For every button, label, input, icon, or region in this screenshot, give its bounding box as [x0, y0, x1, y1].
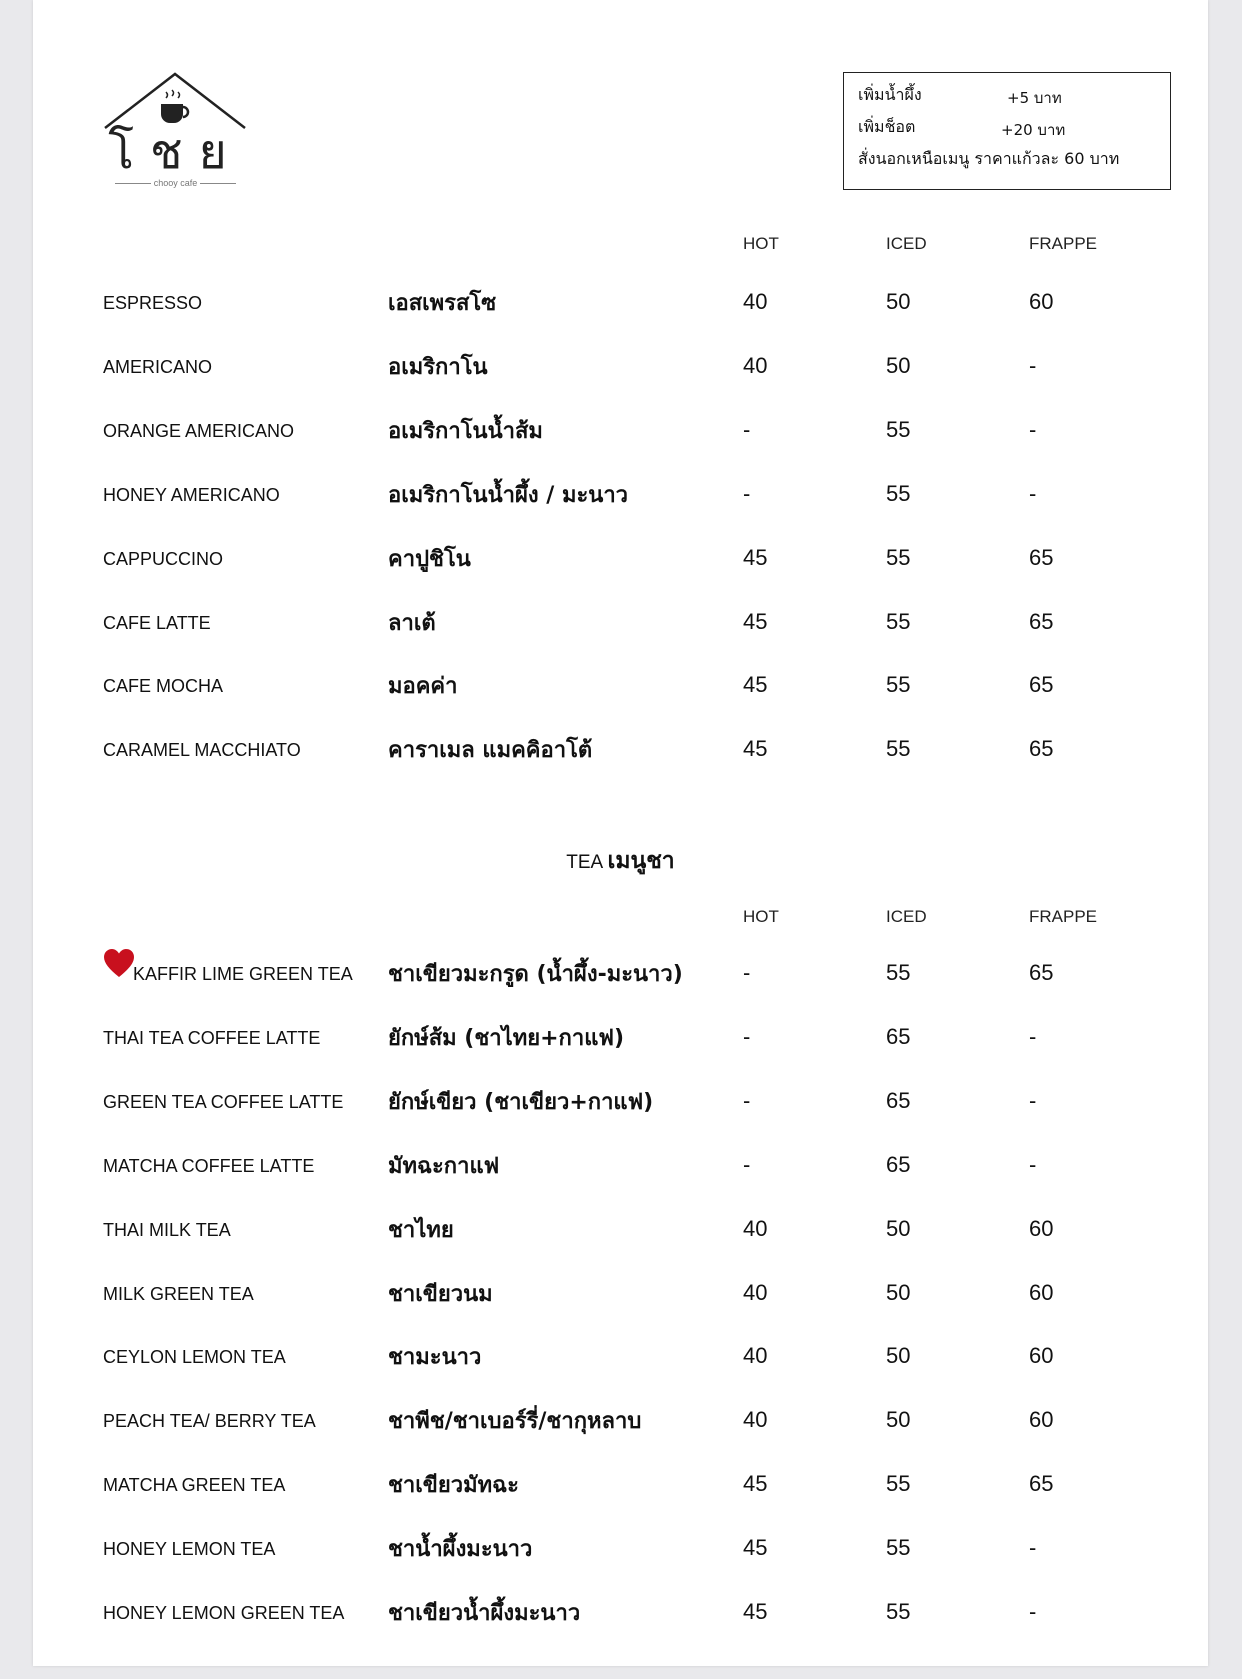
price-hot: 45: [743, 1471, 768, 1497]
price-frappe: 65: [1029, 608, 1054, 634]
price-hot: 40: [743, 1215, 768, 1241]
item-name-th: ชาเขียวน้ำผึ้งมะนาว: [388, 1601, 581, 1626]
price-hot: -: [743, 1023, 751, 1049]
menu-sheet: [33, 0, 1208, 1666]
price-frappe: 65: [1029, 960, 1054, 985]
price-hot: 45: [743, 1535, 768, 1561]
tea-col-hot: HOT: [743, 907, 779, 926]
price-hot: 45: [743, 608, 768, 634]
item-name-th: ลาเต้: [388, 610, 436, 636]
note-shot-label: เพิ่มช็อต: [858, 117, 916, 136]
price-frappe: -: [1029, 480, 1037, 506]
price-frappe: -: [1029, 1087, 1037, 1113]
item-name-th: อเมริกาโน: [388, 354, 488, 380]
price-iced: 50: [886, 1407, 911, 1433]
price-iced: 50: [886, 1215, 911, 1241]
price-frappe: 65: [1029, 736, 1054, 762]
price-frappe: -: [1029, 1023, 1037, 1049]
note-custom-order: สั่งนอกเหนือเมนู ราคาแก้วละ 60 บาท: [858, 149, 1120, 168]
item-name-en: CAFE MOCHA: [103, 676, 224, 697]
price-iced: 55: [886, 672, 911, 698]
item-name-en: THAI MILK TEA: [103, 1219, 231, 1240]
item-name-en: CAFE LATTE: [103, 612, 211, 633]
item-name-en: MATCHA GREEN TEA: [103, 1475, 286, 1496]
price-frappe: 65: [1029, 672, 1054, 698]
price-iced: 55: [886, 1471, 911, 1497]
item-name-en: HONEY LEMON TEA: [103, 1539, 276, 1560]
price-frappe: 60: [1029, 1279, 1054, 1305]
heart-icon: [103, 948, 135, 978]
item-name-th: ชามะนาว: [388, 1345, 482, 1371]
price-frappe: -: [1029, 352, 1037, 378]
price-iced: 50: [886, 289, 911, 314]
price-frappe: -: [1029, 1599, 1037, 1624]
price-iced: 50: [886, 352, 911, 378]
price-frappe: 65: [1029, 544, 1054, 570]
price-frappe: -: [1029, 1535, 1037, 1561]
price-hot: 40: [743, 289, 768, 314]
logo-name: โชย: [108, 124, 243, 180]
price-hot: -: [743, 416, 751, 442]
item-name-en: ESPRESSO: [103, 293, 203, 313]
price-iced: 55: [886, 608, 911, 634]
price-hot: -: [743, 480, 751, 506]
tea-section-title: TEA เมนูชา: [566, 848, 675, 874]
price-iced: 55: [886, 416, 911, 442]
item-name-th: ชาน้ำผึ้งมะนาว: [388, 1537, 533, 1563]
item-name-en: CARAMEL MACCHIATO: [103, 740, 301, 761]
price-iced: 55: [886, 480, 911, 506]
price-hot: 45: [743, 736, 768, 762]
coffee-col-iced: ICED: [886, 234, 927, 253]
item-name-th: คาราเมล แมคคิอาโต้: [388, 738, 593, 764]
price-frappe: -: [1029, 1151, 1037, 1177]
price-iced: 65: [886, 1087, 911, 1113]
item-name-en: CAPPUCCINO: [103, 548, 224, 569]
price-hot: -: [743, 960, 751, 985]
item-name-th: ชาเขียวนม: [388, 1281, 493, 1307]
item-name-th: ยักษ์เขียว (ชาเขียว+กาแฟ): [388, 1089, 654, 1115]
cafe-logo: [103, 70, 253, 190]
item-name-en: MILK GREEN TEA: [103, 1283, 254, 1304]
price-hot: 45: [743, 1599, 768, 1624]
price-iced: 50: [886, 1279, 911, 1305]
price-frappe: 60: [1029, 1343, 1054, 1369]
item-name-th: ชาเขียวมัทฉะ: [388, 1473, 519, 1499]
price-iced: 55: [886, 1535, 911, 1561]
price-hot: 40: [743, 1343, 768, 1369]
price-iced: 55: [886, 544, 911, 570]
item-name-th: ชาเขียวมะกรูด (น้ำผึ้ง-มะนาว): [388, 962, 683, 987]
price-frappe: 60: [1029, 1215, 1054, 1241]
price-iced: 50: [886, 1343, 911, 1369]
item-name-th: อเมริกาโนน้ำส้ม: [388, 418, 543, 444]
coffee-col-frappe: FRAPPE: [1029, 234, 1098, 253]
item-name-en: THAI TEA COFFEE LATTE: [103, 1027, 321, 1048]
price-frappe: -: [1029, 416, 1037, 442]
item-name-en: PEACH TEA/ BERRY TEA: [103, 1411, 316, 1432]
item-name-th: ชาไทย: [388, 1217, 454, 1243]
item-name-th: อเมริกาโนน้ำผึ้ง / มะนาว: [388, 482, 629, 508]
item-name-en: HONEY LEMON GREEN TEA: [103, 1603, 345, 1623]
note-honey-label: เพิ่มน้ำผึ้ง: [858, 85, 922, 104]
item-name-th: มัทฉะกาแฟ: [388, 1153, 500, 1179]
price-frappe: 60: [1029, 289, 1054, 314]
price-iced: 65: [886, 1151, 911, 1177]
item-name-en: ORANGE AMERICANO: [103, 420, 295, 441]
price-iced: 65: [886, 1023, 911, 1049]
price-iced: 55: [886, 1599, 911, 1624]
item-name-en: CEYLON LEMON TEA: [103, 1347, 286, 1368]
note-honey-price: +5 บาท: [1007, 89, 1062, 107]
price-hot: 45: [743, 672, 768, 698]
item-name-en: KAFFIR LIME GREEN TEA: [133, 964, 353, 984]
price-hot: 40: [743, 1407, 768, 1433]
tea-col-iced: ICED: [886, 907, 927, 926]
item-name-en: AMERICANO: [103, 356, 213, 377]
price-hot: -: [743, 1087, 751, 1113]
item-name-en: MATCHA COFFEE LATTE: [103, 1155, 315, 1176]
coffee-col-hot: HOT: [743, 234, 779, 253]
extras-note-box: [843, 72, 1171, 190]
tea-col-frappe: FRAPPE: [1029, 907, 1098, 926]
price-hot: -: [743, 1151, 751, 1177]
price-frappe: 60: [1029, 1407, 1054, 1433]
item-name-th: คาปูชิโน: [388, 546, 471, 572]
price-iced: 55: [886, 960, 911, 985]
item-name-en: GREEN TEA COFFEE LATTE: [103, 1091, 344, 1112]
logo-tagline: chooy cafe: [103, 178, 248, 188]
price-hot: 40: [743, 1279, 768, 1305]
note-shot-price: +20 บาท: [1001, 121, 1066, 139]
item-name-th: ชาพีช/ชาเบอร์รี่/ชากุหลาบ: [388, 1409, 642, 1435]
item-name-th: มอคค่า: [388, 674, 458, 700]
price-hot: 40: [743, 352, 768, 378]
price-iced: 55: [886, 736, 911, 762]
item-name-th: ยักษ์ส้ม (ชาไทย+กาแฟ): [388, 1025, 625, 1051]
price-frappe: 65: [1029, 1471, 1054, 1497]
price-hot: 45: [743, 544, 768, 570]
item-name-th: เอสเพรสโซ: [388, 291, 497, 316]
item-name-en: HONEY AMERICANO: [103, 484, 280, 505]
